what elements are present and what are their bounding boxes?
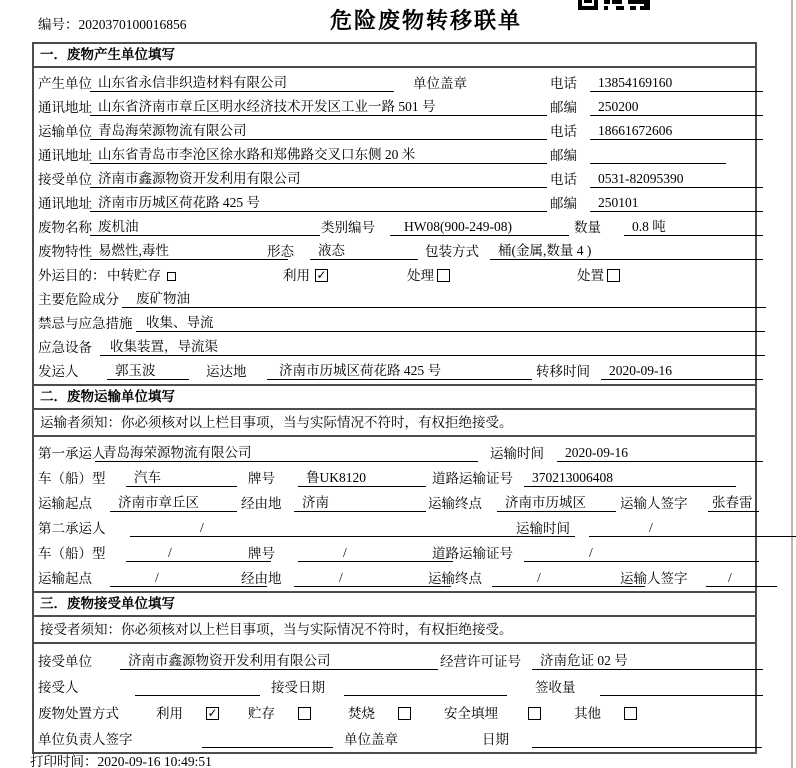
section2-body <box>34 437 755 591</box>
manager-sign-label: 单位负责人签字 <box>38 732 133 747</box>
page-edge-line <box>791 0 793 768</box>
purpose-option-label: 处理 <box>407 268 434 283</box>
disposal-option-label: 贮存 <box>248 706 275 721</box>
license-label: 道路运输证号 <box>432 471 513 486</box>
producer-zip-value: 250200 <box>590 98 763 116</box>
checkbox-treat <box>437 269 450 282</box>
section3-note: 接受者须知：你必须核对以上栏目事项，当与实际情况不符时，有权拒绝接受。 <box>34 617 755 644</box>
row-purpose <box>34 262 755 286</box>
transporter-zip-value <box>590 146 726 164</box>
accept-unit-value: 济南市鑫源物资开发利用有限公司 <box>120 652 438 670</box>
plate2-value: / <box>298 544 453 562</box>
dest-value: 济南市历城区荷花路 425 号 <box>267 362 532 380</box>
via2-value: / <box>294 569 451 587</box>
vehicle-label: 车（船）型 <box>38 546 106 561</box>
receiver-label: 接受单位 <box>38 172 92 187</box>
time-label: 运输时间 <box>516 521 570 536</box>
section3-body <box>34 644 755 752</box>
permit-value: 济南危证 02 号 <box>532 652 763 670</box>
emergency-value: 收集、导流 <box>136 314 765 332</box>
seal-label: 单位盖章 <box>344 732 398 747</box>
row-route1 <box>34 489 755 514</box>
disposal-option-label: 利用 <box>156 706 183 721</box>
print-time-line <box>30 750 212 768</box>
address-label: 通讯地址 <box>38 196 92 211</box>
plate-label: 牌号 <box>248 471 275 486</box>
producer-address-value: 山东省济南市章丘区明水经济技术开发区工业一路 501 号 <box>90 98 547 116</box>
sign-label: 运输人签字 <box>620 496 688 511</box>
acceptor-value <box>135 678 260 696</box>
row-characteristics <box>34 238 755 262</box>
via-label: 经由地 <box>241 496 282 511</box>
license-label: 道路运输证号 <box>432 546 513 561</box>
equipment-label: 应急设备 <box>38 340 92 355</box>
vehicle-label: 车（船）型 <box>38 471 106 486</box>
receiver-address-value: 济南市历城区荷花路 425 号 <box>90 194 547 212</box>
transfer-date-value: 2020-09-16 <box>601 362 763 380</box>
hazard-value: 废矿物油 <box>122 290 766 308</box>
row-receiver <box>34 166 755 190</box>
time1-value: 2020-09-16 <box>557 444 763 462</box>
section3-header: 三．废物接受单位填写 <box>34 591 755 617</box>
purpose-option-label: 中转贮存 <box>107 268 161 283</box>
plate1-value: 鲁UK8120 <box>298 469 426 487</box>
carrier2-value: / <box>130 519 575 537</box>
disposal-option-label: 其他 <box>574 706 601 721</box>
section1-body <box>34 68 755 384</box>
row-hazard <box>34 286 755 310</box>
section2-note: 运输者须知：你必须核对以上栏目事项，当与实际情况不符时，有权拒绝接受。 <box>34 410 755 437</box>
address-label: 通讯地址 <box>38 100 92 115</box>
row-emergency <box>34 310 755 334</box>
qr-code-fragment <box>578 0 650 10</box>
sign2-value: / <box>706 569 777 587</box>
carrier1-value: 青岛海荣源物流有限公司 <box>95 444 478 462</box>
shipper-label: 发运人 <box>38 364 79 379</box>
section2-header: 二．废物运输单位填写 <box>34 384 755 410</box>
row-shipper <box>34 358 755 382</box>
producer-value: 山东省永信非织造材料有限公司 <box>90 74 394 92</box>
equipment-value: 收集装置，导流渠 <box>100 338 765 356</box>
plate-label: 牌号 <box>248 546 275 561</box>
origin1-value: 济南市章丘区 <box>110 494 237 512</box>
license1-value: 370213006408 <box>524 469 736 487</box>
manifest-table <box>32 42 757 754</box>
zip-label: 邮编 <box>550 148 577 163</box>
phone-label: 电话 <box>550 76 577 91</box>
qty-value: 0.8 吨 <box>624 218 763 236</box>
phone-label: 电话 <box>550 124 577 139</box>
accept-date-label: 接受日期 <box>271 680 325 695</box>
row-carrier1 <box>34 439 755 464</box>
shipper-value: 郭玉波 <box>107 362 189 380</box>
form-value: 液态 <box>310 242 418 260</box>
seal-label: 单位盖章 <box>413 76 467 91</box>
hazard-label: 主要危险成分 <box>38 292 119 307</box>
category-label: 类别编号 <box>321 220 375 235</box>
sign-label: 运输人签字 <box>620 571 688 586</box>
end1-value: 济南市历城区 <box>497 494 616 512</box>
packaging-label: 包装方式 <box>425 244 479 259</box>
origin2-value: / <box>110 569 267 587</box>
vehicle1-value: 汽车 <box>126 469 237 487</box>
row-receiver-address <box>34 190 755 214</box>
row-manager-sign <box>34 724 755 750</box>
checkbox-utilize: ✓ <box>316 268 327 282</box>
zip-label: 邮编 <box>550 100 577 115</box>
row-producer <box>34 70 755 94</box>
sign1-value: 张春雷 <box>708 494 759 512</box>
row-carrier2 <box>34 514 755 539</box>
serial-line <box>38 13 187 33</box>
dest-label: 运达地 <box>206 364 247 379</box>
via-label: 经由地 <box>241 571 282 586</box>
qty-label: 数量 <box>574 220 601 235</box>
checkbox-dispose <box>607 269 620 282</box>
via1-value: 济南 <box>294 494 426 512</box>
phone-label: 电话 <box>550 172 577 187</box>
disposal-option-label: 安全填埋 <box>444 706 498 721</box>
page-title: 危险废物转移联单 <box>330 8 523 33</box>
manager-sign-value <box>202 730 333 748</box>
packaging-value: 桶(金属,数量 4 ) <box>490 242 763 260</box>
accept-unit-label: 接受单位 <box>38 654 92 669</box>
checkbox-incinerate-3 <box>398 707 411 720</box>
receiver-zip-value: 250101 <box>590 194 763 212</box>
checkbox-storage-3 <box>298 707 311 720</box>
row-transporter <box>34 118 755 142</box>
origin-label: 运输起点 <box>38 571 92 586</box>
transporter-address-value: 山东省青岛市李沧区徐水路和郑佛路交叉口东侧 20 米 <box>90 146 547 164</box>
checkbox-landfill-3 <box>528 707 541 720</box>
origin-label: 运输起点 <box>38 496 92 511</box>
print-time-label: 打印时间： <box>30 754 98 768</box>
category-value: HW08(900-249-08) <box>390 218 569 236</box>
row-transporter-address <box>34 142 755 166</box>
characteristics-value: 易燃性,毒性 <box>90 242 288 260</box>
end-label: 运输终点 <box>428 571 482 586</box>
serial-label: 编号： <box>38 17 79 32</box>
print-time-value: 2020-09-16 10:49:51 <box>97 754 212 768</box>
accept-date-value <box>344 678 507 696</box>
receiver-value: 济南市鑫源物资开发利用有限公司 <box>90 170 547 188</box>
license2-value: / <box>524 544 759 562</box>
form-label: 形态 <box>267 244 294 259</box>
address-label: 通讯地址 <box>38 148 92 163</box>
permit-label: 经营许可证号 <box>440 654 521 669</box>
time2-value: / <box>589 519 796 537</box>
row-vehicle2 <box>34 539 755 564</box>
disposal-option-label: 焚烧 <box>348 706 375 721</box>
row-producer-address <box>34 94 755 118</box>
row-disposal <box>34 698 755 724</box>
row-accept-unit <box>34 646 755 672</box>
producer-phone-value: 13854169160 <box>590 74 763 92</box>
disposal-label: 废物处置方式 <box>38 706 119 721</box>
amount-label: 签收量 <box>535 680 576 695</box>
serial-number: 2020370100016856 <box>78 17 187 32</box>
end-label: 运输终点 <box>428 496 482 511</box>
emergency-label: 禁忌与应急措施 <box>38 316 133 331</box>
transfer-date-label: 转移时间 <box>536 364 590 379</box>
transporter-value: 青岛海荣源物流有限公司 <box>90 122 547 140</box>
carrier2-label: 第二承运人 <box>38 521 106 536</box>
row-waste-name <box>34 214 755 238</box>
purpose-option-label: 利用 <box>283 268 310 283</box>
producer-label: 产生单位 <box>38 76 92 91</box>
purpose-label: 外运目的： <box>38 268 106 283</box>
characteristics-label: 废物特性 <box>38 244 92 259</box>
row-acceptor <box>34 672 755 698</box>
end2-value: / <box>492 569 645 587</box>
zip-label: 邮编 <box>550 196 577 211</box>
row-route2 <box>34 564 755 589</box>
receiver-phone-value: 0531-82095390 <box>590 170 763 188</box>
checkbox-utilize-3: ✓ <box>207 706 218 720</box>
purpose-option-label: 处置 <box>577 268 604 283</box>
section1-header: 一．废物产生单位填写 <box>34 44 755 68</box>
checkbox-other-3 <box>624 707 637 720</box>
waste-name-label: 废物名称 <box>38 220 92 235</box>
row-vehicle1 <box>34 464 755 489</box>
transporter-phone-value: 18661672606 <box>590 122 763 140</box>
amount-value <box>600 678 763 696</box>
date-value <box>532 730 762 748</box>
checkbox-transfer-storage <box>167 272 176 281</box>
row-equipment <box>34 334 755 358</box>
waste-name-value: 废机油 <box>90 218 320 236</box>
acceptor-label: 接受人 <box>38 680 79 695</box>
transporter-label: 运输单位 <box>38 124 92 139</box>
date-label: 日期 <box>482 732 509 747</box>
carrier1-label: 第一承运人 <box>38 446 106 461</box>
time-label: 运输时间 <box>490 446 544 461</box>
vehicle2-value: / <box>126 544 271 562</box>
